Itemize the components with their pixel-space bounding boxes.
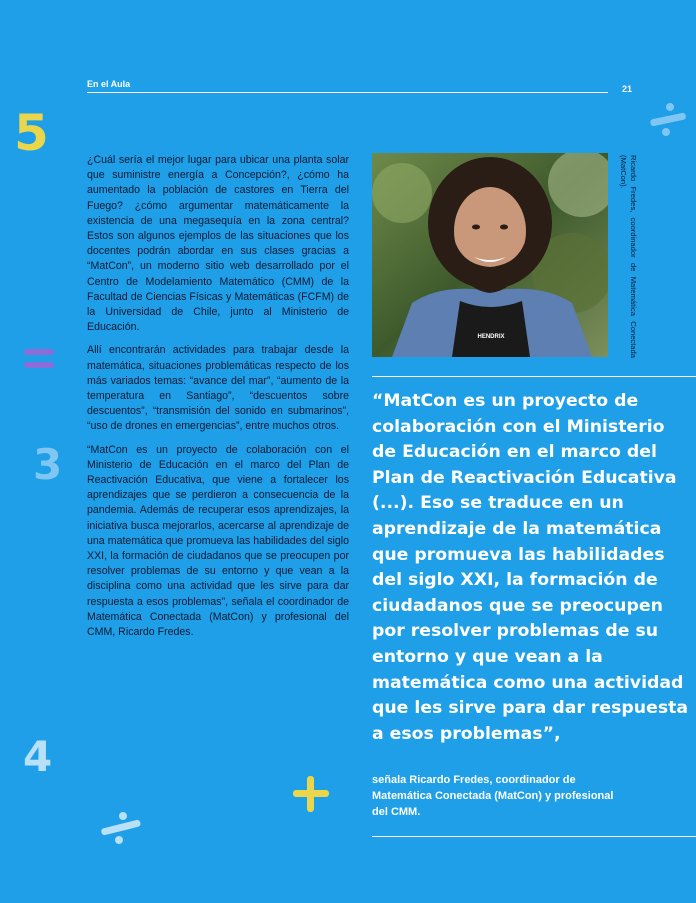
digit-five-decoration: 5: [14, 104, 49, 162]
pull-quote: “MatCon es un proyecto de colaboración con el Ministerio de Educación en el marco del Plan de Reactivación Educativa (...). Eso se traduce en un aprendizaje de la matemática que promueva las habilidades del siglo XXI, la formación de ciudadanos que se preocupen por resolver problemas de su entorno y que vean a la matemática como una actividad que les sirve para dar respuesta a esos problemas”,: [372, 391, 689, 744]
photo-caption: [618, 155, 638, 358]
article-body: [87, 153, 349, 648]
equals-sign-icon: [24, 349, 54, 375]
portrait-photo: [372, 153, 608, 357]
quote-attribution: señala Ricardo Fredes, coordinador de Matemática Conectada (MatCon) y profesional del CMM.: [372, 774, 614, 818]
header-rule: [87, 92, 608, 93]
digit-three-decoration: 3: [33, 440, 63, 489]
page-number: 21: [622, 84, 633, 94]
division-sign-icon: [98, 810, 144, 846]
photo-caption-text: Ricardo Fredes, coordinador de Matemática Conectada (MatCon).: [619, 155, 638, 358]
quote-top-rule: [372, 376, 696, 377]
plus-sign-icon: [293, 776, 329, 812]
division-sign-icon: [648, 99, 688, 139]
paragraph: “MatCon es un proyecto de colaboración con el Ministerio de Educación en el marco del Plan de Reactivación Educativa, que viene a fortalecer los aprendizajes que se perdieron a consecuencia de la pandemia. Además de recuperar esos aprendizajes, la iniciativa busca mejorarlos, acercarse al aprendizaje de una matemática que promueva las habilidades del siglo XXI, la formación de ciudadanos que se preocupen por resolver problemas de su entorno y que vean a la disciplina como una actividad que les sirve para dar respuesta a esos problemas”, señala el coordinador de Matemática Conectada (MatCon) y profesional del CMM, Ricardo Fredes.: [87, 443, 349, 639]
paragraph: Allí encontrarán actividades para trabajar desde la matemática, situaciones problemáticas respecto de los más variados temas: “avance del mar”, “aumento de la temperatura en Santiago”, “descuentos sobre descuentos”, “transmisión del sonido en submarinos”, “uso de drones en emergencias”, entre muchos otros.: [87, 344, 349, 433]
quote-bottom-rule: [372, 836, 696, 837]
paragraph: ¿Cuál sería el mejor lugar para ubicar una planta solar que suministre energía a Concepción?, ¿cómo ha aumentado la población de castores en Tierra del Fuego? ¿cómo argumentar matemáticamente la existencia de una megasequía en la zona central? Estos son algunos ejemplos de las situaciones que los docentes podrán abordar en sus clases gracias a “MatCon”, un moderno sitio web desarrollado por el Centro de Modelamiento Matemático (CMM) de la Facultad de Ciencias Físicas y Matemáticas (FCFM) de la Universidad de Chile, junto al Ministerio de Educación.: [87, 154, 349, 334]
shirt-text: HENDRIX: [477, 334, 505, 340]
digit-four-decoration: 4: [23, 732, 53, 781]
section-label: En el Aula: [87, 79, 131, 89]
